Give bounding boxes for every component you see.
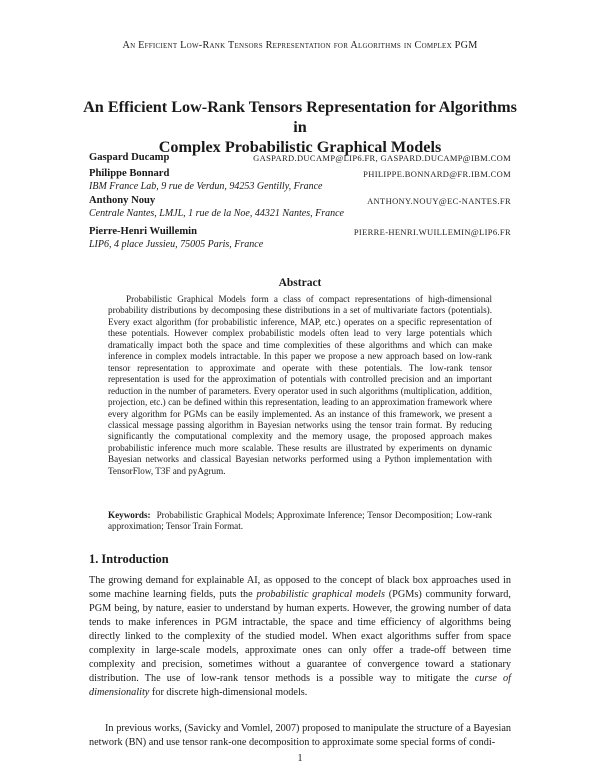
intro-text: (PGMs) community forward, PGM being, by nature, easier to understand by human experts. However, the growing number of data tends to make inferences in PGM intractable, the space and time efficiency of algorithms being directly linked to the complexity of the studied model. When exact algorithms suffer from space complexity in large-scale models, approximate ones can only offer a trade-off between time complexity and precision, sometimes without a guarantee of convergence toward a stationary distribution. The use of low-rank tensor methods is a possible way to mitigate the [89,589,511,684]
title-line-2: Complex Probabilistic Graphical Models [158,138,442,156]
intro-paragraph-1 [89,574,511,700]
author-email[interactable]: ANTHONY.NOUY@EC-NANTES.FR [367,196,511,206]
author-email[interactable]: GASPARD.DUCAMP@LIP6.FR, GASPARD.DUCAMP@IBM.COM [253,153,511,163]
author-name: Gaspard Ducamp [89,152,170,163]
intro-paragraph-2: In previous works, (Savicky and Vomlel, 2007) proposed to manipulate the structure of a Bayesian network (BN) and use tensor rank-one decomposition to approximate some special forms of condi- [89,723,511,748]
keywords-label: Keywords: [108,510,151,520]
intro-emphasis: probabilistic graphical models [256,589,385,600]
section-heading: 1. Introduction [89,552,169,566]
running-header: An Efficient Low-Rank Tensors Representation for Algorithms in Complex PGM [122,40,478,51]
author-block-2 [89,168,511,192]
paper-title [80,97,520,157]
author-block-1 [89,152,511,163]
author-email[interactable]: PIERRE-HENRI.WUILLEMIN@LIP6.FR [353,227,511,237]
author-name: Pierre-Henri Wuillemin [89,226,197,237]
title-line-1: An Efficient Low-Rank Tensors Representation for Algorithms in [83,98,517,136]
keywords-list: Probabilistic Graphical Models; Approximate Inference; Tensor Decomposition; Low-rank approximation; Tensor Train Format. [108,510,492,532]
abstract-heading: Abstract [278,277,322,289]
intro-emphasis: curse of dimensionality [89,673,511,698]
intro-text: The growing demand for explainable AI, as opposed to the concept of black box approaches used in some machine learning fields, puts the [89,575,511,600]
author-affiliation: IBM France Lab, 9 rue de Verdun, 94253 Gentilly, France [89,181,323,192]
author-block-4 [89,226,511,250]
author-affiliation: LIP6, 4 place Jussieu, 75005 Paris, France [89,239,264,250]
author-name: Philippe Bonnard [89,168,170,179]
author-email[interactable]: PHILIPPE.BONNARD@FR.IBM.COM [363,169,511,179]
author-name: Anthony Nouy [89,195,156,206]
author-block-3 [89,195,511,219]
intro-text: for discrete high-dimensional models. [149,687,308,698]
abstract-text: Probabilistic Graphical Models form a class of compact representations of high-dimensional probability distributions by decomposing these distributions in a set of multivariate factors (potentials). Every exact algorithm (for probabilistic inference, MAP, etc.) operates on a specific representation of these potentials. However complex probabilistic models often lead to very large potentials which dramatically impact both the space and time complexities of these algorithms and which can make inference in complex models intractable. In this paper we propose a new approach based on low-rank tensor representation to approximate and operate with these potentials. The low-rank tensor representation is used for the approximation of potentials with controlled precision and an important reduction in the number of parameters. Every operator used in such algorithms (multiplication, addition, projection, etc.) can be defined within this representation, leading to an approximation framework where every algorithm for PGMs can be easily implemented. As an instance of this framework, we present a classical message passing algorithm in Bayesian networks using the tensor train format. By reducing significantly the computational complexity and the memory usage, the proposed approach makes probabilistic inference much more scalable. These results are illustrated by experiments on dynamic Bayesian networks and classical Bayesian networks performed using a Python implementation with TensorFlow, T3F and pyAgrum. [108,294,492,476]
author-affiliation: Centrale Nantes, LMJL, 1 rue de la Noe, 44321 Nantes, France [89,208,344,219]
page-number: 1 [297,753,303,764]
keywords [108,510,492,533]
